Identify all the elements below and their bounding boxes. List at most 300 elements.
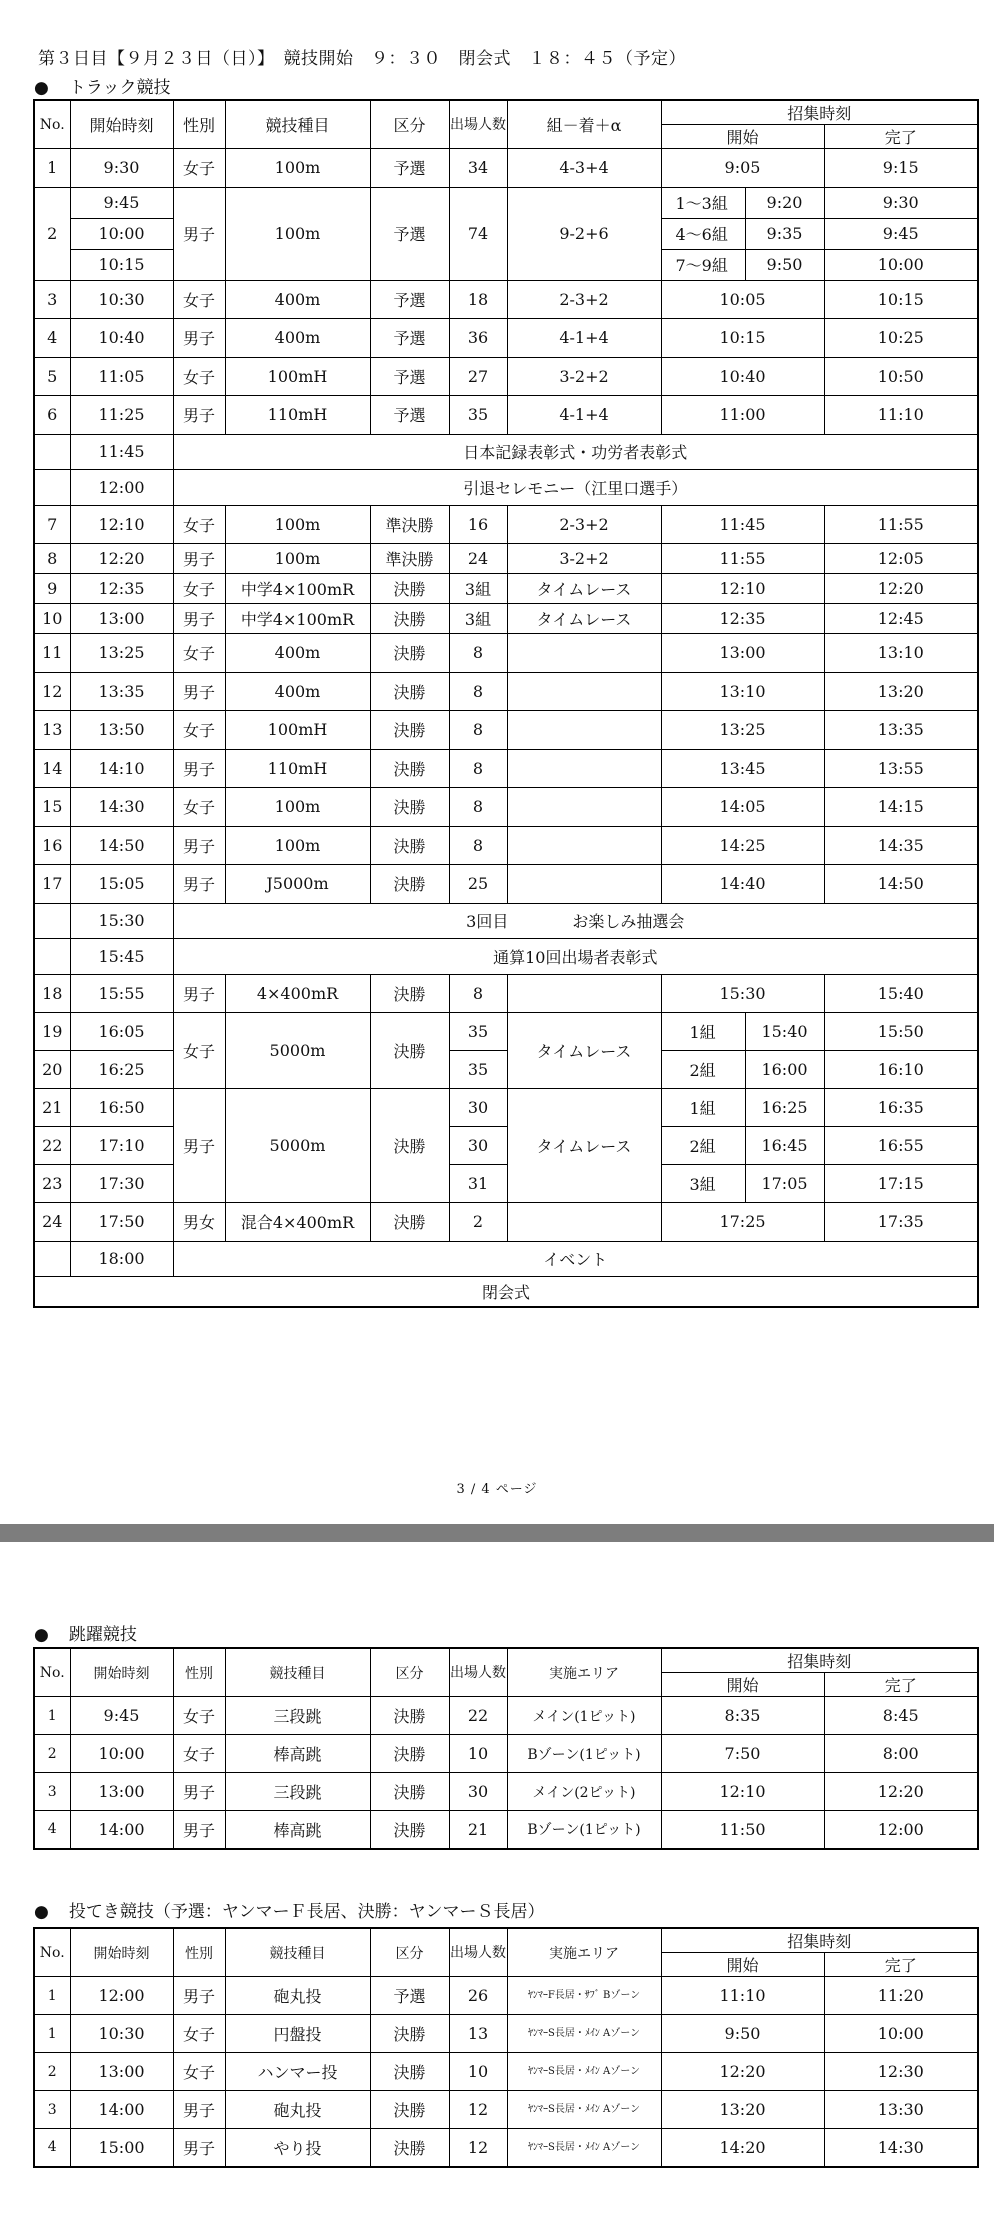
col-header-call-time: 招集時刻 bbox=[661, 1648, 978, 1673]
call-end: 12:20 bbox=[824, 1773, 978, 1811]
call-start: 11:45 bbox=[661, 505, 824, 544]
heat-label: 3組 bbox=[661, 1165, 745, 1203]
start-time: 12:20 bbox=[70, 544, 173, 574]
start-time: 14:50 bbox=[70, 826, 173, 865]
call-end: 10:50 bbox=[824, 357, 978, 396]
category: 決勝 bbox=[370, 1089, 449, 1203]
call-start: 15:40 bbox=[745, 1013, 824, 1051]
gender: 男子 bbox=[173, 1811, 225, 1849]
entrant-count: 35 bbox=[449, 1051, 507, 1089]
start-time: 12:10 bbox=[70, 505, 173, 544]
event-name: 400m bbox=[225, 280, 370, 319]
track-section-heading: ● トラック競技 bbox=[34, 78, 171, 98]
row-number: 1 bbox=[34, 2015, 70, 2053]
call-end: 8:00 bbox=[824, 1735, 978, 1773]
event-name: 棒高跳 bbox=[225, 1735, 370, 1773]
call-start: 14:40 bbox=[661, 865, 824, 904]
heat-label: 1組 bbox=[661, 1089, 745, 1127]
entrant-count: 18 bbox=[449, 280, 507, 319]
start-time: 17:50 bbox=[70, 1203, 173, 1242]
table-row bbox=[34, 711, 978, 750]
call-end: 12:00 bbox=[824, 1811, 978, 1849]
call-start: 10:40 bbox=[661, 357, 824, 396]
col-header-count: 出場人数 bbox=[449, 100, 507, 149]
gender: 男子 bbox=[173, 2129, 225, 2167]
row-number: 1 bbox=[34, 1697, 70, 1735]
col-header-count: 出場人数 bbox=[449, 1928, 507, 1977]
group-format bbox=[507, 711, 661, 750]
call-end: 13:55 bbox=[824, 749, 978, 788]
call-end: 12:20 bbox=[824, 574, 978, 604]
bullet-icon: ● bbox=[34, 1902, 49, 1922]
table-row bbox=[34, 974, 978, 1013]
gender: 男子 bbox=[173, 396, 225, 435]
group-format: 4-3+4 bbox=[507, 149, 661, 188]
entrant-count: 8 bbox=[449, 634, 507, 673]
call-end: 9:15 bbox=[824, 149, 978, 188]
table-row bbox=[34, 672, 978, 711]
col-header-category: 区分 bbox=[370, 1648, 449, 1697]
row-number: 24 bbox=[34, 1203, 70, 1242]
col-header-no: No. bbox=[34, 1928, 70, 1977]
call-start: 11:00 bbox=[661, 396, 824, 435]
gender: 女子 bbox=[173, 357, 225, 396]
table-row bbox=[34, 2091, 978, 2129]
row-number: 14 bbox=[34, 749, 70, 788]
row-number: 22 bbox=[34, 1127, 70, 1165]
call-end: 10:15 bbox=[824, 280, 978, 319]
start-time: 13:00 bbox=[70, 2053, 173, 2091]
row-number: 10 bbox=[34, 604, 70, 634]
col-header-call-start: 開始 bbox=[661, 125, 824, 149]
category: 予選 bbox=[370, 280, 449, 319]
category: 決勝 bbox=[370, 1203, 449, 1242]
row-number: 4 bbox=[34, 2129, 70, 2167]
header-row bbox=[34, 100, 978, 125]
table-row bbox=[34, 1697, 978, 1735]
event-name: 100m bbox=[225, 505, 370, 544]
table-row bbox=[34, 1977, 978, 2015]
call-end: 8:45 bbox=[824, 1697, 978, 1735]
call-start: 12:35 bbox=[661, 604, 824, 634]
start-time: 15:45 bbox=[70, 939, 173, 975]
category: 決勝 bbox=[370, 1735, 449, 1773]
call-end: 9:30 bbox=[824, 187, 978, 218]
call-end: 14:30 bbox=[824, 2129, 978, 2167]
col-header-category: 区分 bbox=[370, 1928, 449, 1977]
table-row bbox=[34, 1089, 978, 1127]
event-name: 100mH bbox=[225, 357, 370, 396]
start-time: 15:05 bbox=[70, 865, 173, 904]
start-time: 14:00 bbox=[70, 1811, 173, 1849]
entrant-count: 27 bbox=[449, 357, 507, 396]
call-start: 11:55 bbox=[661, 544, 824, 574]
call-start: 11:10 bbox=[661, 1977, 824, 2015]
gender: 男子 bbox=[173, 826, 225, 865]
start-time: 15:00 bbox=[70, 2129, 173, 2167]
call-end: 17:35 bbox=[824, 1203, 978, 1242]
row-number: 3 bbox=[34, 2091, 70, 2129]
category: 決勝 bbox=[370, 788, 449, 827]
ceremony-label: 通算10回出場者表彰式 bbox=[173, 939, 978, 975]
ceremony-row bbox=[34, 1241, 978, 1277]
category: 決勝 bbox=[370, 1697, 449, 1735]
event-name: 100m bbox=[225, 826, 370, 865]
gender: 女子 bbox=[173, 2015, 225, 2053]
row-number: 2 bbox=[34, 2053, 70, 2091]
entrant-count: 35 bbox=[449, 396, 507, 435]
col-header-no: No. bbox=[34, 100, 70, 149]
call-end: 13:35 bbox=[824, 711, 978, 750]
start-time: 10:00 bbox=[70, 1735, 173, 1773]
group-format: 4-1+4 bbox=[507, 319, 661, 358]
category: 決勝 bbox=[370, 711, 449, 750]
event-name: J5000m bbox=[225, 865, 370, 904]
gender: 男子 bbox=[173, 672, 225, 711]
entrant-count: 13 bbox=[449, 2015, 507, 2053]
table-row bbox=[34, 505, 978, 544]
venue-area: ﾔﾝﾏｰS長居・ﾒｲﾝ Aゾーン bbox=[507, 2015, 661, 2053]
category: 決勝 bbox=[370, 1013, 449, 1089]
row-number: 1 bbox=[34, 149, 70, 188]
header-row bbox=[34, 1648, 978, 1673]
table-row bbox=[34, 544, 978, 574]
table-row bbox=[34, 2129, 978, 2167]
gender: 男子 bbox=[173, 2091, 225, 2129]
group-format: 2-3+2 bbox=[507, 280, 661, 319]
table-row bbox=[34, 2053, 978, 2091]
start-time: 14:30 bbox=[70, 788, 173, 827]
entrant-count: 8 bbox=[449, 788, 507, 827]
row-number: 7 bbox=[34, 505, 70, 544]
entrant-count: 8 bbox=[449, 826, 507, 865]
call-end: 12:30 bbox=[824, 2053, 978, 2091]
start-time: 11:25 bbox=[70, 396, 173, 435]
table-row bbox=[34, 1735, 978, 1773]
venue-area: Bゾーン(1ピット) bbox=[507, 1735, 661, 1773]
row-number: 4 bbox=[34, 319, 70, 358]
row-number: 18 bbox=[34, 974, 70, 1013]
group-format bbox=[507, 1203, 661, 1242]
row-number bbox=[34, 470, 70, 506]
category: 決勝 bbox=[370, 749, 449, 788]
category: 決勝 bbox=[370, 2053, 449, 2091]
call-end: 11:55 bbox=[824, 505, 978, 544]
category: 準決勝 bbox=[370, 544, 449, 574]
gender: 男子 bbox=[173, 604, 225, 634]
gender: 男子 bbox=[173, 1977, 225, 2015]
col-header-call-time: 招集時刻 bbox=[661, 1928, 978, 1953]
start-time: 16:05 bbox=[70, 1013, 173, 1051]
col-header-start-time: 開始時刻 bbox=[70, 100, 173, 149]
start-time: 18:00 bbox=[70, 1241, 173, 1277]
venue-area: ﾔﾝﾏｰF長居・ｻﾌﾞ Bゾーン bbox=[507, 1977, 661, 2015]
call-start: 13:10 bbox=[661, 672, 824, 711]
call-start: 16:45 bbox=[745, 1127, 824, 1165]
gender: 男子 bbox=[173, 749, 225, 788]
entrant-count: 8 bbox=[449, 749, 507, 788]
entrant-count: 31 bbox=[449, 1165, 507, 1203]
call-start: 17:25 bbox=[661, 1203, 824, 1242]
start-time: 10:40 bbox=[70, 319, 173, 358]
group-format bbox=[507, 672, 661, 711]
entrant-count: 10 bbox=[449, 1735, 507, 1773]
row-number: 2 bbox=[34, 1735, 70, 1773]
category: 決勝 bbox=[370, 2091, 449, 2129]
call-start: 10:05 bbox=[661, 280, 824, 319]
call-end: 13:10 bbox=[824, 634, 978, 673]
entrant-count: 12 bbox=[449, 2129, 507, 2167]
col-header-call-time: 招集時刻 bbox=[661, 100, 978, 125]
col-header-call-end: 完了 bbox=[824, 1673, 978, 1697]
event-name: 円盤投 bbox=[225, 2015, 370, 2053]
start-time: 10:15 bbox=[70, 249, 173, 280]
col-header-group: 組－着＋α bbox=[507, 100, 661, 149]
event-name: 110mH bbox=[225, 749, 370, 788]
row-number: 20 bbox=[34, 1051, 70, 1089]
group-format bbox=[507, 865, 661, 904]
col-header-gender: 性別 bbox=[173, 1648, 225, 1697]
ceremony-label: イベント bbox=[173, 1241, 978, 1277]
category: 決勝 bbox=[370, 574, 449, 604]
start-time: 14:10 bbox=[70, 749, 173, 788]
event-name: 100m bbox=[225, 788, 370, 827]
bullet-icon: ● bbox=[34, 78, 49, 98]
call-end: 14:15 bbox=[824, 788, 978, 827]
venue-area: メイン(2ピット) bbox=[507, 1773, 661, 1811]
heat-label: 7～9組 bbox=[661, 249, 745, 280]
venue-area: Bゾーン(1ピット) bbox=[507, 1811, 661, 1849]
row-number: 5 bbox=[34, 357, 70, 396]
event-name: ハンマー投 bbox=[225, 2053, 370, 2091]
call-start: 9:50 bbox=[661, 2015, 824, 2053]
gender: 女子 bbox=[173, 788, 225, 827]
event-name: 100m bbox=[225, 187, 370, 280]
row-number: 17 bbox=[34, 865, 70, 904]
entrant-count: 35 bbox=[449, 1013, 507, 1051]
gender: 男女 bbox=[173, 1203, 225, 1242]
gender: 男子 bbox=[173, 1089, 225, 1203]
table-row bbox=[34, 788, 978, 827]
call-end: 9:45 bbox=[824, 218, 978, 249]
col-header-category: 区分 bbox=[370, 100, 449, 149]
group-format bbox=[507, 788, 661, 827]
entrant-count: 25 bbox=[449, 865, 507, 904]
closing-ceremony: 閉会式 bbox=[34, 1277, 978, 1307]
group-format bbox=[507, 749, 661, 788]
call-start: 13:20 bbox=[661, 2091, 824, 2129]
group-format: タイムレース bbox=[507, 1089, 661, 1203]
call-start: 9:35 bbox=[745, 218, 824, 249]
table-row bbox=[34, 865, 978, 904]
category: 予選 bbox=[370, 149, 449, 188]
col-header-gender: 性別 bbox=[173, 1928, 225, 1977]
start-time: 9:30 bbox=[70, 149, 173, 188]
ceremony-row bbox=[34, 939, 978, 975]
call-end: 11:10 bbox=[824, 396, 978, 435]
call-start: 7:50 bbox=[661, 1735, 824, 1773]
call-start: 14:05 bbox=[661, 788, 824, 827]
call-start: 16:25 bbox=[745, 1089, 824, 1127]
entrant-count: 2 bbox=[449, 1203, 507, 1242]
gender: 男子 bbox=[173, 187, 225, 280]
call-start: 12:10 bbox=[661, 1773, 824, 1811]
call-start: 12:20 bbox=[661, 2053, 824, 2091]
entrant-count: 21 bbox=[449, 1811, 507, 1849]
col-header-call-start: 開始 bbox=[661, 1673, 824, 1697]
table-row bbox=[34, 2015, 978, 2053]
group-format bbox=[507, 974, 661, 1013]
col-header-no: No. bbox=[34, 1648, 70, 1697]
entrant-count: 12 bbox=[449, 2091, 507, 2129]
call-start: 10:15 bbox=[661, 319, 824, 358]
group-format bbox=[507, 634, 661, 673]
row-number bbox=[34, 1241, 70, 1277]
call-end: 10:00 bbox=[824, 2015, 978, 2053]
track-schedule-table bbox=[33, 99, 979, 1308]
event-name: 100mH bbox=[225, 711, 370, 750]
event-name: 100m bbox=[225, 544, 370, 574]
entrant-count: 34 bbox=[449, 149, 507, 188]
category: 決勝 bbox=[370, 826, 449, 865]
ceremony-row bbox=[34, 903, 978, 939]
category: 準決勝 bbox=[370, 505, 449, 544]
heat-label: 1組 bbox=[661, 1013, 745, 1051]
col-header-gender: 性別 bbox=[173, 100, 225, 149]
call-start: 13:45 bbox=[661, 749, 824, 788]
group-format: タイムレース bbox=[507, 604, 661, 634]
category: 決勝 bbox=[370, 2129, 449, 2167]
table-row bbox=[34, 1811, 978, 1849]
bullet-icon: ● bbox=[34, 1625, 49, 1645]
group-format: タイムレース bbox=[507, 574, 661, 604]
gender: 女子 bbox=[173, 634, 225, 673]
entrant-count: 36 bbox=[449, 319, 507, 358]
row-number: 15 bbox=[34, 788, 70, 827]
table-row bbox=[34, 319, 978, 358]
event-name: 三段跳 bbox=[225, 1697, 370, 1735]
entrant-count: 8 bbox=[449, 974, 507, 1013]
venue-area: ﾔﾝﾏｰS長居・ﾒｲﾝ Aゾーン bbox=[507, 2091, 661, 2129]
gender: 女子 bbox=[173, 711, 225, 750]
heat-label: 2組 bbox=[661, 1051, 745, 1089]
call-end: 15:50 bbox=[824, 1013, 978, 1051]
gender: 男子 bbox=[173, 865, 225, 904]
table-row bbox=[34, 280, 978, 319]
header-row bbox=[34, 1928, 978, 1953]
call-start: 9:05 bbox=[661, 149, 824, 188]
start-time: 13:50 bbox=[70, 711, 173, 750]
start-time: 11:45 bbox=[70, 434, 173, 470]
call-end: 16:55 bbox=[824, 1127, 978, 1165]
table-row bbox=[34, 187, 978, 218]
table-row bbox=[34, 396, 978, 435]
col-header-start-time: 開始時刻 bbox=[70, 1648, 173, 1697]
col-header-call-start: 開始 bbox=[661, 1953, 824, 1977]
entrant-count: 24 bbox=[449, 544, 507, 574]
call-end: 14:35 bbox=[824, 826, 978, 865]
closing-row bbox=[34, 1277, 978, 1307]
start-time: 12:00 bbox=[70, 1977, 173, 2015]
track-table-body bbox=[34, 100, 978, 1307]
venue-area: ﾔﾝﾏｰS長居・ﾒｲﾝ Aゾーン bbox=[507, 2129, 661, 2167]
call-start: 14:25 bbox=[661, 826, 824, 865]
event-name: 400m bbox=[225, 634, 370, 673]
col-header-event: 競技種目 bbox=[225, 100, 370, 149]
jump-schedule-table bbox=[33, 1647, 979, 1850]
gender: 女子 bbox=[173, 1697, 225, 1735]
gender: 女子 bbox=[173, 1013, 225, 1089]
start-time: 11:05 bbox=[70, 357, 173, 396]
row-number: 19 bbox=[34, 1013, 70, 1051]
ceremony-row bbox=[34, 434, 978, 470]
call-start: 16:00 bbox=[745, 1051, 824, 1089]
gender: 男子 bbox=[173, 544, 225, 574]
call-start: 15:30 bbox=[661, 974, 824, 1013]
start-time: 10:30 bbox=[70, 280, 173, 319]
category: 決勝 bbox=[370, 974, 449, 1013]
row-number: 3 bbox=[34, 1773, 70, 1811]
category: 予選 bbox=[370, 319, 449, 358]
call-end: 10:00 bbox=[824, 249, 978, 280]
call-end: 12:45 bbox=[824, 604, 978, 634]
page-title: 第３日目【９月２３日（日）】 競技開始 ９：３０ 閉会式 １８：４５（予定） bbox=[38, 49, 686, 69]
category: 決勝 bbox=[370, 1811, 449, 1849]
event-name: 三段跳 bbox=[225, 1773, 370, 1811]
entrant-count: 30 bbox=[449, 1773, 507, 1811]
gender: 女子 bbox=[173, 574, 225, 604]
row-number bbox=[34, 903, 70, 939]
start-time: 10:00 bbox=[70, 218, 173, 249]
call-start: 13:25 bbox=[661, 711, 824, 750]
venue-area: メイン(1ピット) bbox=[507, 1697, 661, 1735]
call-start: 9:50 bbox=[745, 249, 824, 280]
row-number: 23 bbox=[34, 1165, 70, 1203]
start-time: 17:30 bbox=[70, 1165, 173, 1203]
event-name: 4×400mR bbox=[225, 974, 370, 1013]
ceremony-label: 日本記録表彰式・功労者表彰式 bbox=[173, 434, 978, 470]
col-header-count: 出場人数 bbox=[449, 1648, 507, 1697]
group-format: 3-2+2 bbox=[507, 357, 661, 396]
ceremony-label: 3回目 お楽しみ抽選会 bbox=[173, 903, 978, 939]
start-time: 9:45 bbox=[70, 187, 173, 218]
gender: 女子 bbox=[173, 280, 225, 319]
col-header-event: 競技種目 bbox=[225, 1928, 370, 1977]
table-row bbox=[34, 826, 978, 865]
category: 決勝 bbox=[370, 672, 449, 711]
row-number: 1 bbox=[34, 1977, 70, 2015]
jump-section-heading: ● 跳躍競技 bbox=[34, 1625, 137, 1645]
row-number: 9 bbox=[34, 574, 70, 604]
table-row bbox=[34, 604, 978, 634]
start-time: 13:00 bbox=[70, 604, 173, 634]
call-end: 12:05 bbox=[824, 544, 978, 574]
event-name: 砲丸投 bbox=[225, 2091, 370, 2129]
throw-schedule-table bbox=[33, 1927, 979, 2168]
group-format: 4-1+4 bbox=[507, 396, 661, 435]
col-header-area: 実施エリア bbox=[507, 1928, 661, 1977]
call-start: 9:20 bbox=[745, 187, 824, 218]
start-time: 13:00 bbox=[70, 1773, 173, 1811]
category: 予選 bbox=[370, 187, 449, 280]
entrant-count: 30 bbox=[449, 1089, 507, 1127]
event-name: 中学4×100mR bbox=[225, 574, 370, 604]
category: 決勝 bbox=[370, 865, 449, 904]
entrant-count: 3組 bbox=[449, 574, 507, 604]
entrant-count: 8 bbox=[449, 672, 507, 711]
event-name: 100m bbox=[225, 149, 370, 188]
entrant-count: 10 bbox=[449, 2053, 507, 2091]
